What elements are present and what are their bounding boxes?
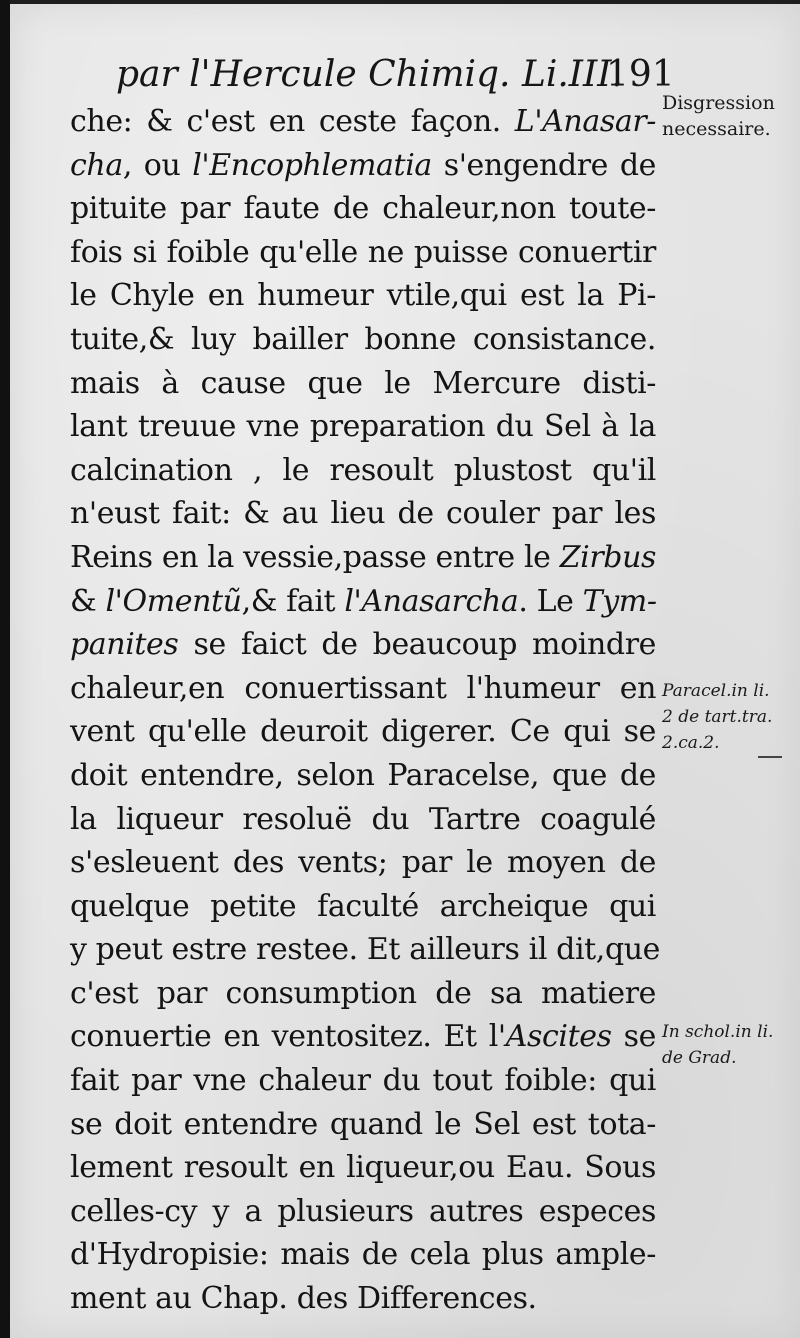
text-segment: se doit entendre quand le Sel est tota- bbox=[70, 1106, 656, 1142]
margin-note-line: 2 de tart.tra. bbox=[662, 707, 773, 727]
italic-term: L'Anasar- bbox=[514, 104, 656, 139]
text-line bbox=[70, 274, 656, 318]
text-line bbox=[70, 1015, 656, 1059]
text-line bbox=[70, 667, 656, 711]
margin-note-disgression bbox=[662, 90, 796, 142]
text-segment: s'esleuent des vents; par le moyen de bbox=[70, 845, 656, 881]
running-header bbox=[116, 54, 676, 95]
margin-note-line: Disgression bbox=[662, 92, 775, 114]
text-segment: d'Hydropisie: mais de cela plus ample- bbox=[70, 1237, 656, 1273]
text-segment: celles-cy y a plusieurs autres especes bbox=[70, 1193, 656, 1229]
text-segment: calcination , le resoult plustost qu'il bbox=[70, 452, 656, 488]
margin-note-line: 2.ca.2. bbox=[662, 733, 720, 753]
text-line bbox=[70, 972, 656, 1016]
text-segment: y peut estre restee. Et ailleurs il dit,que bbox=[70, 932, 661, 968]
text-line bbox=[70, 885, 656, 929]
text-line bbox=[70, 841, 656, 885]
text-line bbox=[70, 1146, 656, 1190]
running-head-title: par l'Hercule Chimiq. bbox=[116, 54, 511, 95]
text-line bbox=[70, 798, 656, 842]
italic-term: l'Encophlematia bbox=[192, 147, 432, 183]
margin-note-line: In schol.in li. bbox=[662, 1022, 774, 1042]
text-segment: ,& fait bbox=[241, 583, 345, 619]
text-line bbox=[70, 492, 656, 536]
text-segment: tuite,& luy bailler bonne consistance. bbox=[70, 321, 656, 357]
book-reference: Li.III. bbox=[521, 54, 623, 95]
text-segment: fois si foible qu'elle ne puisse conuertir bbox=[70, 234, 656, 270]
text-segment: che: & c'est en ceste façon. bbox=[70, 104, 515, 139]
text-line bbox=[70, 187, 656, 231]
text-segment: . Le bbox=[518, 583, 583, 619]
text-segment: vent qu'elle deuroit digerer. Ce qui se bbox=[70, 714, 656, 750]
text-line bbox=[70, 318, 656, 362]
text-line bbox=[70, 623, 656, 667]
text-segment: se bbox=[611, 1019, 656, 1055]
text-segment: se faict de beaucoup moindre bbox=[178, 627, 656, 663]
text-line bbox=[70, 231, 656, 275]
page-gutter-shadow bbox=[0, 0, 10, 1338]
text-line bbox=[70, 580, 656, 624]
text-line bbox=[70, 1103, 656, 1147]
text-segment: & bbox=[70, 583, 106, 619]
text-segment: Reins en la vessie,passe entre le bbox=[70, 539, 560, 575]
italic-term: Zirbus bbox=[559, 539, 656, 575]
italic-term: Tym- bbox=[582, 583, 657, 619]
margin-note-line: necessaire. bbox=[662, 118, 771, 140]
text-segment: pituite par faute de chaleur,non toute- bbox=[70, 191, 656, 227]
text-line bbox=[70, 362, 656, 406]
text-segment: chaleur,en conuertissant l'humeur en bbox=[70, 670, 656, 706]
text-line bbox=[70, 1059, 656, 1103]
text-line bbox=[70, 100, 656, 144]
text-segment: le Chyle en humeur vtile,qui est la Pi- bbox=[70, 278, 656, 314]
italic-term: panites bbox=[70, 627, 179, 663]
text-line bbox=[70, 1277, 656, 1321]
text-segment: n'eust fait: & au lieu de couler par les bbox=[70, 496, 656, 532]
text-line bbox=[70, 144, 656, 188]
main-text-block bbox=[70, 100, 661, 1321]
text-segment: mais à cause que le Mercure disti- bbox=[70, 365, 656, 401]
text-segment: lant treuue vne preparation du Sel à la bbox=[70, 409, 656, 445]
text-segment: c'est par consumption de sa matiere bbox=[70, 975, 656, 1011]
text-line bbox=[70, 1233, 656, 1277]
text-segment: fait par vne chaleur du tout foible: qui bbox=[70, 1063, 656, 1099]
margin-note-line: de Grad. bbox=[662, 1048, 737, 1068]
margin-note-paracelsus bbox=[662, 678, 796, 756]
text-segment: s'engendre de bbox=[431, 147, 656, 183]
italic-term: l'Omentũ bbox=[105, 583, 242, 619]
text-line bbox=[70, 710, 656, 754]
italic-term: l'Anasarcha bbox=[344, 583, 519, 619]
text-line bbox=[70, 536, 656, 580]
text-line bbox=[70, 405, 656, 449]
page-number: 191 bbox=[606, 54, 675, 95]
text-segment: doit entendre, selon Paracelse, que de bbox=[70, 757, 656, 793]
text-line bbox=[70, 449, 656, 493]
text-segment: quelque petite faculté archeique qui bbox=[70, 888, 656, 924]
margin-note-scholia bbox=[662, 1019, 796, 1071]
italic-term: cha bbox=[70, 147, 123, 183]
text-line bbox=[70, 1190, 656, 1234]
text-segment: , ou bbox=[122, 147, 193, 183]
text-line bbox=[70, 754, 656, 798]
text-segment: la liqueur resoluë du Tartre coagulé bbox=[70, 801, 656, 837]
text-line bbox=[70, 928, 661, 972]
italic-term: Ascites bbox=[505, 1019, 612, 1055]
text-segment: lement resoult en liqueur,ou Eau. Sous bbox=[70, 1150, 656, 1186]
text-segment: conuertie en ventositez. Et l' bbox=[70, 1019, 506, 1055]
text-segment: ment au Chap. des Differences. bbox=[70, 1281, 537, 1317]
margin-note-line: Paracel.in li. bbox=[662, 681, 770, 701]
margin-dash-mark bbox=[758, 756, 782, 758]
